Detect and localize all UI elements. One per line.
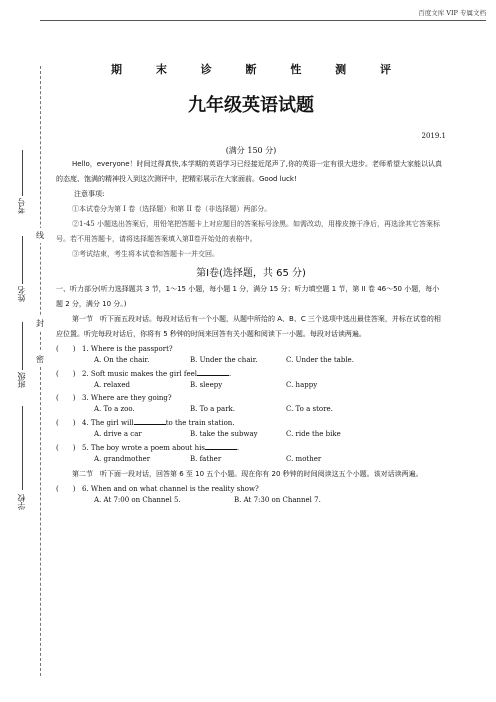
- answer-paren: ( ): [56, 394, 76, 402]
- notice-item: ③考试结束，考生将本试卷和答题卡一并交回。: [72, 250, 219, 258]
- options-6: [94, 495, 446, 506]
- seal-secret: 密: [36, 352, 44, 367]
- answer-paren: ( ): [56, 370, 76, 378]
- question-6: [56, 484, 446, 495]
- label-name: 姓名: [17, 286, 26, 302]
- label-class: 班级: [17, 372, 26, 388]
- fill-blank: [197, 368, 232, 378]
- label-exam-number: 考号: [17, 198, 26, 214]
- part-one-heading: 第Ⅰ卷(选择题，共 65 分): [196, 268, 306, 279]
- answer-paren: ( ): [56, 419, 76, 427]
- exam-date: 2019.1: [421, 132, 446, 140]
- answer-paren: ( ): [56, 485, 76, 493]
- question-3: [56, 393, 446, 404]
- exam-body: [56, 60, 446, 506]
- option-a: A. grandmother: [94, 455, 151, 463]
- option-b: B. take the subway: [190, 430, 258, 438]
- option-c: C. To a store.: [286, 405, 333, 413]
- source-header: 百度文库 VIP 专属文档: [418, 9, 486, 17]
- label-school: 学校: [17, 494, 26, 510]
- question-text: 5. The boy wrote a poem about his: [82, 444, 205, 452]
- option-b: B. To a park.: [190, 405, 236, 413]
- exam-title: 期 末 诊 断 性 测 评: [111, 63, 406, 76]
- options-3: [94, 404, 446, 415]
- option-b: B. father: [190, 455, 222, 463]
- label-rule: [22, 406, 23, 490]
- options-1: [94, 355, 446, 366]
- question-text: 4. The girl will: [82, 419, 134, 427]
- option-b: B. Under the chair.: [190, 356, 258, 364]
- option-b: B. At 7:30 on Channel 7.: [234, 496, 321, 504]
- seal-line: 线: [36, 228, 44, 243]
- answer-paren: ( ): [56, 444, 76, 452]
- option-c: C. Under the table.: [286, 356, 354, 364]
- answer-paren: ( ): [56, 345, 76, 353]
- label-rule: [22, 150, 23, 196]
- header-rule: [40, 20, 486, 21]
- seal-seal: 封: [36, 316, 44, 331]
- option-a: A. To a zoo.: [94, 405, 135, 413]
- question-text-end: to the train station.: [165, 419, 235, 427]
- option-b: B. sleepy: [190, 381, 223, 389]
- exam-subject-title: 九年级英语试题: [188, 95, 314, 116]
- notice-item: ②1-45 小题选出答案后，用铅笔把答题卡上对应题目的答案标号涂黑。如需改动，用橡皮擦干净后，再选涂其它答案标号。若不用答题卡，请将选择题答案填入第Ⅱ卷开始处的表格中。: [56, 220, 440, 243]
- section-one-instructions: 第一节 听下面五段对话。每段对话后有一个小题，从题中所给的 A、B、C 三个选项中选出最佳答案，并标在试卷的相应位置。听完每段对话后，你将有 5 秒钟的时间来回答有关小题和阅读下一小题。每段对话读两遍。: [56, 315, 441, 338]
- question-text: 1. Where is the passport?: [82, 345, 173, 353]
- fill-blank: [205, 442, 240, 452]
- fill-blank: [134, 417, 166, 425]
- binding-dashed-line: [40, 66, 41, 676]
- section-two-instructions: 第二节 听下面一段对话，回答第 6 至 10 五个小题。现在你有 20 秒钟的时间阅读这五个小题。该对话读两遍。: [72, 470, 423, 478]
- intro-paragraph: Hello，everyone！时间过得真快,本学期的英语学习已经接近尾声了,你的英语一定有很大进步。老师希望大家能以认真的态度、饱满的精神投入到这次测评中，把精彩展示在大家面前。Good luck!: [56, 160, 442, 183]
- option-c: C. ride the bike: [286, 430, 341, 438]
- full-score: (满分 150 分): [225, 146, 277, 155]
- options-2: [94, 380, 446, 391]
- option-a: A. drive a car: [94, 430, 142, 438]
- notice-item: ①本试卷分为第 I 卷（选择题）和第 II 卷（非选择题）两部分。: [72, 205, 272, 213]
- question-4: [56, 417, 446, 429]
- option-c: C. mother: [286, 455, 322, 463]
- question-text: 6. When and on what channel is the reality show?: [82, 485, 259, 493]
- option-c: C. happy: [286, 381, 318, 389]
- question-text: 2. Soft music makes the girl feel: [82, 370, 198, 378]
- option-a: A. On the chair.: [94, 356, 150, 364]
- option-a: A. At 7:00 on Channel 5.: [94, 496, 181, 504]
- options-5: [94, 454, 446, 465]
- options-4: [94, 429, 446, 440]
- question-1: [56, 344, 446, 355]
- question-5: [56, 442, 446, 454]
- question-text-end: .: [229, 370, 232, 378]
- label-rule: [22, 322, 23, 370]
- question-text: 3. Where are they going?: [82, 394, 172, 402]
- listening-instructions: 一、听力部分(听力选择题共 3 节，1～15 小题，每小题 1 分，满分 15 分；听力填空题 1 节，第 II 卷 46～50 小题，每小题 2 分，满分 10 分。): [56, 285, 440, 308]
- question-text-end: .: [236, 444, 240, 452]
- option-a: A. relaxed: [94, 381, 130, 389]
- question-2: [56, 368, 446, 380]
- label-rule: [22, 236, 23, 284]
- notice-title: 注意事项:: [74, 190, 105, 198]
